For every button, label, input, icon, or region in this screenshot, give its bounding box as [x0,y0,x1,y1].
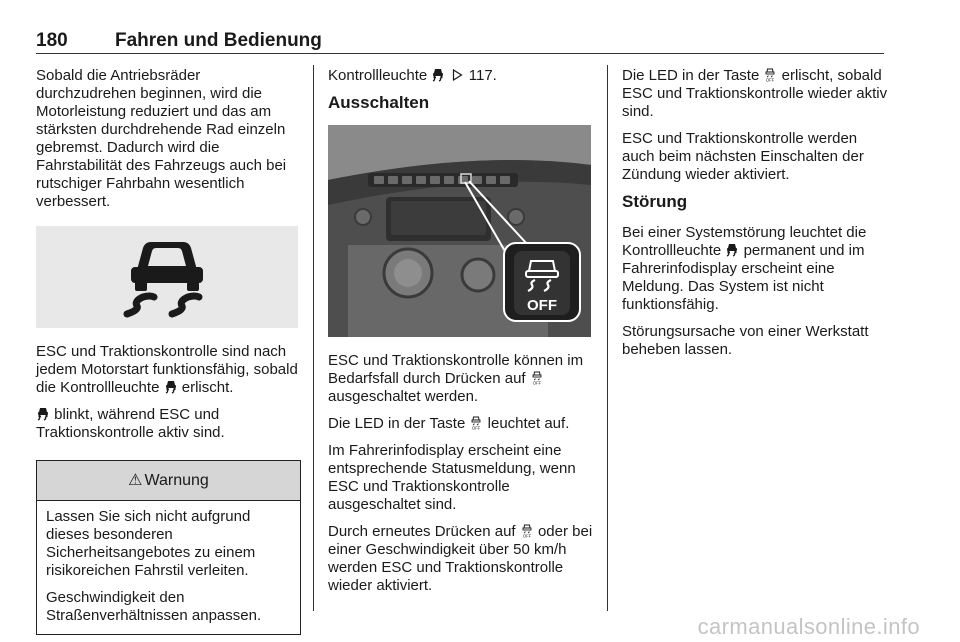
esc-off-button-icon [469,415,483,430]
chapter-title: Fahren und Bedienung [115,30,322,51]
paragraph: ESC und Traktionskontrolle werden auch beim nächsten Einschalten der Zündung wieder aktiviert. [622,130,864,183]
esc-car-skid-icon [117,234,217,320]
esc-off-label: OFF [527,297,557,314]
dashboard-console-image [328,125,591,337]
svg-text:OFF: OFF [766,77,775,82]
esc-off-button-icon [763,67,777,82]
warning-text: Geschwindigkeit den Straßenverhältnissen anpassen. [46,589,262,624]
paragraph: Die LED in der Taste OFF erlischt, sobald ESC und Traktionskontrolle wieder aktiv sind. [622,67,888,120]
warning-box [36,460,301,635]
watermark: carmanualsonline.info [697,614,920,639]
paragraph: Bei einer Systemstörung leuchtet die Kontrollleuchte permanent und im Fahrerinfodisplay erscheint eine Meldung. Das System ist nicht funktionsfähig. [622,224,867,313]
paragraph: Durch erneutes Drücken auf OFF oder bei einer Geschwindigkeit über 50 km/h werden ESC und Traktionskontrolle wieder aktiviert. [328,523,593,594]
header-divider [36,53,884,54]
column-1 [36,67,301,635]
column-divider-2 [607,65,608,611]
paragraph: blinkt, während ESC und Traktionskontrolle aktiv sind. [36,406,225,441]
warning-text: Lassen Sie sich nicht aufgrund dieses besonderen Sicherheitsangebotes zu einem risikoreichen Fahrstil verleiten. [46,508,256,579]
warning-title: Warnung [144,471,209,489]
paragraph: Im Fahrerinfodisplay erscheint eine entsprechende Statusmeldung, wenn ESC und Traktionskontrolle ausgeschaltet sind. [328,442,576,513]
esc-off-button-icon [520,523,534,538]
esc-car-skid-icon [431,67,445,82]
esc-symbol-figure [36,226,298,328]
column-divider-1 [313,65,314,611]
paragraph: Sobald die Antriebsräder durchzudrehen beginnen, wird die Motorleistung reduziert und das am stärksten durchdrehende Rad einzeln gebremst. Dadurch wird die Fahrstabilität des Fahrzeugs auch bei rutschiger Fahrbahn wesentlich verbessert. [36,67,287,210]
section-heading: Ausschalten [328,93,430,112]
column-2 [328,67,593,604]
paragraph: ESC und Traktionskontrolle können im Bedarfsfall durch Drücken auf OFF ausgeschaltet werden. [328,352,584,405]
dashboard-photo [328,125,591,337]
paragraph: Die LED in der Taste OFF leuchtet auf. [328,415,570,432]
esc-off-button-icon [530,370,544,385]
paragraph: Störungsursache von einer Werkstatt beheben lassen. [622,323,869,358]
svg-text:OFF: OFF [472,425,481,430]
paragraph: Kontrollleuchte 117. [328,67,497,84]
page-header [36,30,884,52]
esc-car-skid-icon [164,379,178,394]
svg-text:OFF: OFF [532,380,541,385]
warning-header [37,461,300,501]
page-number: 180 [36,30,68,51]
warning-triangle-icon: ⚠ [128,471,143,489]
section-heading: Störung [622,192,688,211]
svg-text:OFF: OFF [522,533,531,538]
column-3 [622,67,888,368]
warning-body [37,501,300,634]
triangle-reference-icon [452,69,463,81]
paragraph: ESC und Traktionskontrolle sind nach jedem Motorstart funktionsfähig, sobald die Kontrollleuchte erlischt. [36,343,298,396]
esc-car-skid-icon [725,242,739,257]
esc-car-skid-icon [36,406,50,421]
